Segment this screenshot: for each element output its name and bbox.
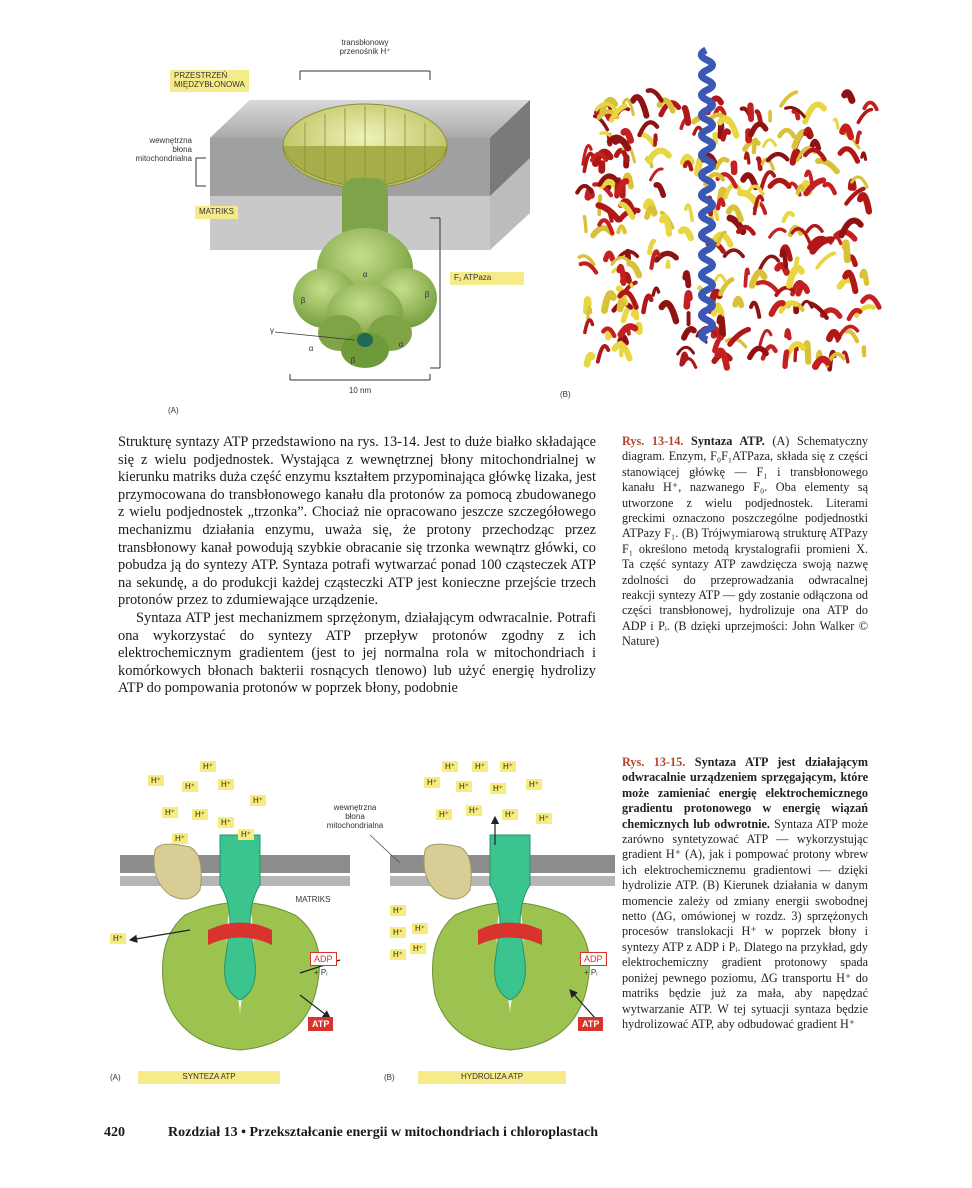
ribbon-segment [840, 149, 857, 161]
ribbon-segment [795, 346, 797, 361]
pi-label-b: + Pᵢ [584, 968, 598, 977]
h-ion-b-3: H⁺ [500, 761, 516, 772]
ribbon-segment [751, 124, 766, 135]
ribbon-segment [862, 271, 867, 283]
ribbon-segment [784, 213, 793, 221]
panel-a-label: (A) [168, 406, 179, 415]
h-ion-b-2: H⁺ [472, 761, 488, 772]
ribbon-segment [606, 253, 613, 259]
panel-b-label: (B) [560, 390, 571, 399]
h-ion-b-14: H⁺ [412, 923, 428, 934]
ribbon-segment [584, 217, 586, 232]
alpha-left-label: α [308, 344, 314, 353]
ribbon-segment [577, 186, 591, 193]
ribbon-segment [685, 273, 688, 285]
ribbon-segment [716, 159, 727, 168]
ribbon-segment [805, 105, 824, 122]
f1-atpase-crystal-structure [556, 40, 886, 410]
h-ion-a-5: H⁺ [250, 795, 266, 806]
inner-membrane-label: wewnętrzna błona mitochondrialna [135, 136, 192, 164]
h-ion-b-7: H⁺ [526, 779, 542, 790]
ribbon-segment [585, 320, 593, 333]
ribbon-segment [684, 329, 694, 338]
f1-atpase-label: F₁ ATPaza [450, 272, 524, 285]
atp-box-b: ATP [578, 1017, 603, 1031]
ribbon-segment [770, 229, 785, 237]
h-ion-b-13: H⁺ [390, 927, 406, 938]
panel-b-label-15: (B) [384, 1073, 395, 1082]
ribbon-segment [687, 293, 690, 306]
h-ion-b-5: H⁺ [456, 781, 472, 792]
intermembrane-space-label: PRZESTRZEŃ MIĘDZYBŁONOWA [170, 70, 249, 92]
ribbon-segment [616, 150, 627, 160]
h-ion-a-8: H⁺ [218, 817, 234, 828]
ribbon-segment [725, 250, 743, 256]
figure-13-14b [556, 40, 886, 410]
ribbon-segment [685, 162, 691, 169]
ribbon-segment [760, 331, 771, 345]
atp-box-a: ATP [308, 1017, 333, 1031]
ribbon-segment [805, 150, 824, 159]
caption-13-14-number: Rys. 13-14. [622, 434, 684, 448]
ribbon-segment [653, 288, 658, 295]
h-ion-b-12: H⁺ [390, 905, 406, 916]
caption-13-15-number: Rys. 13-15. [622, 755, 686, 769]
h-ion-a-6: H⁺ [162, 807, 178, 818]
ribbon-segment [655, 135, 656, 145]
ribbon-segment [629, 263, 639, 275]
ribbon-segment [735, 299, 741, 306]
h-ion-a-10: H⁺ [238, 829, 254, 840]
ribbon-segment [751, 303, 759, 317]
ribbon-segment [656, 185, 663, 195]
alpha-top-label: α [362, 270, 368, 279]
adp-box-b: ADP [580, 952, 607, 966]
ribbon-segment [745, 269, 748, 286]
ribbon-segment [817, 253, 834, 267]
ribbon-segment [643, 296, 651, 312]
matrix-label: MATRIKS [195, 206, 238, 219]
ribbon-segment [845, 93, 852, 101]
ribbon-segment [770, 180, 789, 186]
h-ion-b-9: H⁺ [466, 805, 482, 816]
h-ion-b-10: H⁺ [502, 809, 518, 820]
h-ion-b-11: H⁺ [536, 813, 552, 824]
ribbon-segment [818, 161, 837, 172]
ribbon-segment [758, 159, 760, 169]
adp-box-a: ADP [310, 952, 337, 966]
ribbon-segment [618, 226, 625, 232]
ribbon-segment [718, 200, 723, 209]
ribbon-segment [815, 359, 827, 366]
ribbon-segment [785, 352, 787, 366]
paragraph-1: Strukturę syntazy ATP przedstawiono na rys. 13-14. Jest to duże białko składające się z wielu podjednostek. Wystająca z wewnętrznej błony mitochondrialnej w kierunku matriks duża część enzymu kształtem przypominająca główkę lizaka, jest przymocowana do transbłonowego kanału dla protonów za pomocą zbudowanego z wielu podjednostek „trzonka”. Chociaż nie opracowano jeszcze szczegółowego mechanizmu działania enzymu, uważa się, że protony przechodząc przez transbłonowy kanał powodują szybkie obracanie się trzonka wewnątrz główki, co pobudza ją do syntezy ATP. Syntaza potrafi wytwarzać ponad 100 cząsteczek ATP na sekundę, a do produkcji każdej cząsteczki ATP jest konieczne przejście trzech protonów przez to zdumiewające urządzenie. [118, 434, 596, 609]
ribbon-segment [604, 294, 613, 311]
ribbon-segment [857, 132, 860, 142]
ribbon-segment [786, 330, 789, 338]
figure-13-15 [100, 755, 620, 1090]
ribbon-segment [634, 310, 637, 318]
h-ion-b-15: H⁺ [390, 949, 406, 960]
body-text [118, 434, 596, 698]
ribbon-segment [750, 105, 751, 119]
ribbon-segment [720, 317, 723, 334]
ribbon-segment [686, 205, 692, 220]
ribbon-segment [723, 131, 728, 139]
caption-13-14-title: Syntaza ATP. [691, 434, 765, 448]
ribbon-segment [780, 130, 794, 136]
h-ion-a-4: H⁺ [218, 779, 234, 790]
scale-label: 10 nm [348, 386, 372, 395]
ribbon-segment [599, 205, 618, 219]
figure-13-14a [100, 28, 570, 418]
h-ion-b-4: H⁺ [424, 777, 440, 788]
h-ion-a-7: H⁺ [192, 809, 208, 820]
caption-13-15 [622, 755, 868, 1032]
ribbon-segment [662, 303, 676, 321]
h-ion-a-2: H⁺ [148, 775, 164, 786]
ribbon-segment [834, 119, 838, 128]
ribbon-segment [740, 193, 757, 204]
caption-13-14 [622, 434, 868, 650]
hydrolysis-label: HYDROLIZA ATP [418, 1071, 566, 1084]
ribbon-segment [619, 267, 623, 284]
ribbon-segment [860, 195, 869, 211]
synthesis-label: SYNTEZA ATP [138, 1071, 280, 1084]
ribbon-segment [768, 154, 787, 160]
paragraph-2: Syntaza ATP jest mechanizmem sprzężonym, działającym odwracalnie. Potrafi ona wykorzystać do syntezy ATP przepływ protonów zgodny z ich elektrochemicznym gradientem (jest to jej normalna rola w mitochondriach i komórkowych błonach bakterii rosnących tlenowo) lub użyć energię hydrolizy ATP do pompowania protonów w poprzek błony, podobnie [118, 609, 596, 697]
ribbon-segment [781, 92, 796, 106]
h-ion-b-8: H⁺ [436, 809, 452, 820]
ribbon-segment [757, 282, 776, 291]
beta-bottom-label: β [350, 356, 356, 365]
alpha-right-label: α [398, 340, 404, 349]
f0-ring [283, 104, 447, 188]
ribbon-segment [715, 134, 716, 142]
ribbon-segment [649, 151, 669, 161]
h-ion-a-9: H⁺ [172, 833, 188, 844]
ribbon-segment [598, 346, 608, 362]
ribbon-segment [806, 343, 808, 361]
h-ion-b-6: H⁺ [490, 783, 506, 794]
pi-label-a: + Pᵢ [314, 968, 328, 977]
h-ion-a-out: H⁺ [110, 933, 126, 944]
ribbon-segment [633, 97, 647, 116]
ribbon-segment [720, 124, 721, 137]
ribbon-segment [807, 226, 822, 232]
ribbon-segment [639, 122, 657, 135]
ribbon-segment [648, 90, 661, 100]
page-number: 420 [104, 1125, 125, 1140]
caption-13-15-title: Syntaza ATP jest działającym odwracalnie urządzeniem sprzęgającym, które może zamieniać energię elektrochemicznego gradientu protonowego w energię wiązań chemicznych lub odwrotnie. [622, 755, 869, 831]
ribbon-segment [716, 275, 726, 281]
transporter-label: transbłonowy przenośnik H⁺ [339, 38, 391, 57]
ribbon-segment [667, 261, 669, 267]
ribbon-segment [846, 331, 857, 341]
matrix-label-15: MATRIKS [295, 895, 331, 904]
ribbon-segment [685, 108, 688, 123]
panel-a-label-15: (A) [110, 1073, 121, 1082]
caption-13-15-text: Syntaza ATP może zarówno syntetyzować ATP — wykorzystując gradient H⁺ (A), jak i pompować protony wbrew ich elektrochemicznemu gradientowi — dzięki hydrolizie ATP. (B) Kierunek działania w danym momencie zależy od zmiany energii swobodnej netto (ΔG, omówionej w rozdz. 3) sprzężonych procesów translokacji H⁺ w poprzek błony i syntezy ATP z ADP i Pᵢ. Dlatego na przykład, gdy elektrochemiczny gradient protonowy spada poniżej pewnego poziomu, ΔG transportu H⁺ do matriks będzie już za mała, aby napędzać wytwarzanie ATP. W tej sytuacji syntaza będzie hydrolizować ATP, aby odbudować gradient H⁺ [622, 816, 869, 1031]
ribbon-segment [858, 109, 871, 122]
beta-right-label: β [424, 290, 430, 299]
running-footer: Rozdział 13 • Przekształcanie energii w mitochondriach i chloroplastach [168, 1125, 599, 1140]
ribbon-segment [812, 141, 818, 148]
ribbon-segment [754, 140, 756, 152]
ribbon-segment [640, 135, 654, 145]
h-ion-a-1: H⁺ [200, 761, 216, 772]
ribbon-segment [638, 325, 639, 331]
ribbon-segment [587, 355, 592, 364]
ribbon-segment [588, 307, 591, 318]
panel-b-hydrolysis [370, 817, 615, 1050]
ribbon-segment [862, 153, 866, 160]
ribbon-segment [681, 230, 691, 238]
ribbon-segment [649, 241, 653, 252]
ribbon-segment [650, 169, 662, 180]
ribbon-segment [825, 184, 835, 193]
ribbon-segment [620, 301, 622, 308]
ribbon-segment [764, 140, 776, 147]
h-ion-a-3: H⁺ [182, 781, 198, 792]
caption-13-14-text: (A) Schematyczny diagram. Enzym, F₀F₁ATPaza, składa się z części stanowiącej główkę — F₁ i transbłonowego kanału H⁺, nazwanego F₀. Oba elementy są utworzone z wielu podjednostek. Literami greckimi oznaczono poszczególne podjednostki ATPazy F₁. (B) Trójwymiarową strukturę ATPazy F₁ określono metodą krystalografii promieni X. Ta część syntazy ATP zawdzięcza swoją nazwę zdolności do przeprowadzania odwracalnej reakcji syntezy ATP — gdy zostanie odłączona od części transbłonowej, hydrolizuje ona ATP do ADP i Pᵢ. (B dzięki uprzejmości: John Walker © Nature) [622, 434, 869, 649]
ribbon-segment [662, 216, 669, 233]
h-ion-b-1: H⁺ [442, 761, 458, 772]
h-ion-b-16: H⁺ [410, 943, 426, 954]
ribbon-segment [745, 153, 748, 163]
gamma-label: γ [270, 326, 274, 335]
membrane-label-15: wewnętrzna błona mitochondrialna [326, 803, 384, 831]
ribbon-segment [845, 243, 847, 260]
beta-left-label: β [300, 296, 306, 305]
ribbon-segment [829, 332, 838, 338]
